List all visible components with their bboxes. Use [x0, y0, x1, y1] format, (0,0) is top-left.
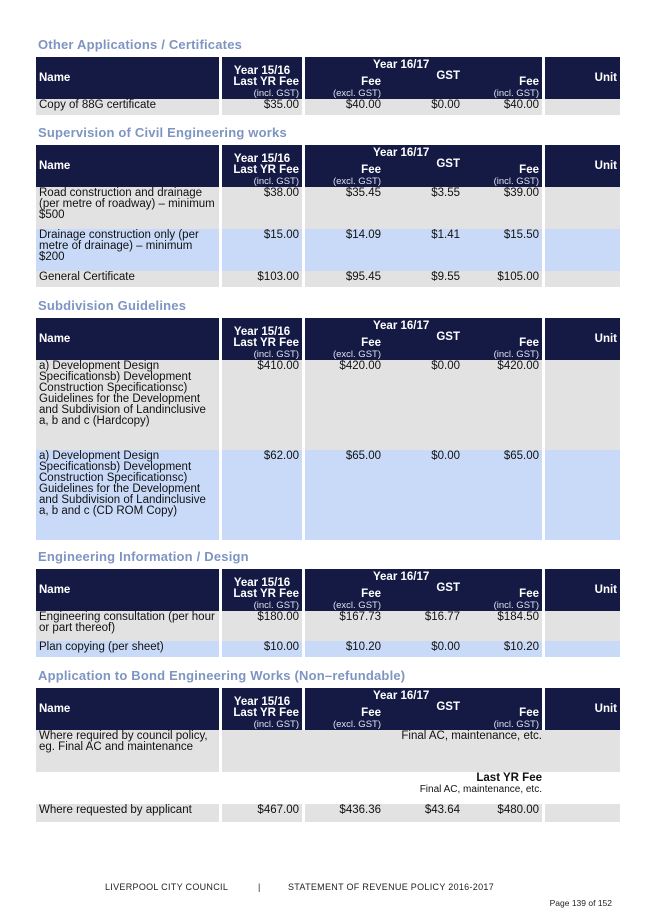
table-row: [36, 271, 620, 287]
header-fee-incl: Fee (incl. GST): [463, 57, 542, 99]
header-name: Name: [36, 318, 219, 360]
row-fee-excl: $10.20: [305, 641, 384, 657]
row-name: Engineering consultation (per hour or part thereof): [36, 611, 219, 641]
header-fee-incl: Fee (incl. GST): [463, 145, 542, 187]
row-fee-excl: $95.45: [305, 271, 384, 287]
row-fee-incl: $65.00: [463, 450, 542, 540]
header-fee-excl: Fee (excl. GST): [305, 688, 384, 730]
row-name: Where requested by applicant: [36, 804, 219, 822]
row-fee-excl: $420.00: [305, 360, 384, 450]
row-unit: [545, 641, 620, 657]
row-last-yr-fee: $35.00: [222, 99, 302, 115]
row-gst: $16.77: [384, 611, 463, 641]
header-fee-incl: Fee (incl. GST): [463, 569, 542, 611]
table-header-row: [36, 318, 620, 360]
row-unit: [545, 229, 620, 271]
row-name: Plan copying (per sheet): [36, 641, 219, 657]
row-fee-note-block: [222, 772, 545, 800]
footer-council: LIVERPOOL CITY COUNCIL: [105, 882, 229, 892]
row-unit: [545, 187, 620, 229]
section-title-supervision: Supervision of Civil Engineering works: [38, 125, 287, 140]
note-subtitle: Final AC, maintenance, etc.: [419, 784, 542, 795]
row-gst: $1.41: [384, 229, 463, 271]
row-gst: $3.55: [384, 187, 463, 229]
note-title: Last YR Fee: [476, 772, 542, 784]
header-gst: Year 16/17 GST: [384, 57, 463, 99]
header-last-yr-fee: Year 15/16 Last YR Fee (incl. GST): [222, 145, 302, 187]
row-last-yr-fee: $103.00: [222, 271, 302, 287]
header-last-yr-fee: Year 15/16 Last YR Fee (incl. GST): [222, 318, 302, 360]
header-last-yr-fee: Year 15/16 Last YR Fee (incl. GST): [222, 688, 302, 730]
row-gst: $0.00: [384, 99, 463, 115]
row-last-yr-fee: $410.00: [222, 360, 302, 450]
row-gst: $43.64: [384, 804, 463, 822]
header-fee-excl: Fee (excl. GST): [305, 145, 384, 187]
row-fee-incl: $10.20: [463, 641, 542, 657]
header-fee-incl: Fee (incl. GST): [463, 688, 542, 730]
header-name: Name: [36, 145, 219, 187]
row-unit: [545, 271, 620, 287]
row-fee-excl: $436.36: [305, 804, 384, 822]
row-fee-incl: $420.00: [463, 360, 542, 450]
header-gst: Year 16/17 GST: [384, 318, 463, 360]
footer-policy-title: STATEMENT OF REVENUE POLICY 2016-2017: [288, 882, 495, 892]
row-last-yr-fee: $38.00: [222, 187, 302, 229]
row-last-yr-fee: $62.00: [222, 450, 302, 540]
section-title-bond-engineering: Application to Bond Engineering Works (Non–refundable): [38, 668, 406, 683]
header-unit: Unit: [545, 688, 620, 730]
header-unit: Unit: [545, 569, 620, 611]
table-row: [36, 641, 620, 657]
row-unit: [545, 730, 620, 772]
row-gst: $9.55: [384, 271, 463, 287]
row-fee-excl: $40.00: [305, 99, 384, 115]
fee-table-other-applications: [36, 57, 620, 115]
row-fee-excl: $35.45: [305, 187, 384, 229]
fee-table-subdivision: [36, 318, 620, 540]
row-unit: [545, 611, 620, 641]
row-fee-excl: $167.73: [305, 611, 384, 641]
header-unit: Unit: [545, 145, 620, 187]
header-name: Name: [36, 57, 219, 99]
table-row: [36, 611, 620, 641]
row-fee-excl: $14.09: [305, 229, 384, 271]
row-gst: $0.00: [384, 450, 463, 540]
table-header-row: [36, 145, 620, 187]
row-unit: [545, 360, 620, 450]
fee-table-bond-engineering: [36, 688, 620, 822]
table-header-row: [36, 569, 620, 611]
section-title-subdivision: Subdivision Guidelines: [38, 298, 187, 313]
row-last-yr-fee: $15.00: [222, 229, 302, 271]
row-name: Where required by council policy, eg. Final AC and maintenance: [36, 730, 219, 772]
row-fee-excl: $65.00: [305, 450, 384, 540]
page-number: Page 139 of 152: [549, 898, 612, 908]
row-name: a) Development Design Specificationsb) Development Construction Specificationsc) Guidelines for the Development and Subdivision of Landinclusive a, b and c (CD ROM Copy): [36, 450, 219, 540]
row-unit: [545, 450, 620, 540]
row-name: Road construction and drainage (per metre of roadway) – minimum $500: [36, 187, 219, 229]
table-row: [36, 804, 620, 822]
table-row: [36, 360, 620, 450]
header-fee-excl: Fee (excl. GST): [305, 318, 384, 360]
header-name: Name: [36, 569, 219, 611]
header-last-yr-fee: Year 15/16 Last YR Fee (incl. GST): [222, 57, 302, 99]
table-row: [36, 229, 620, 271]
fee-table-supervision: [36, 145, 620, 287]
header-gst: Year 16/17 GST: [384, 145, 463, 187]
fee-table-engineering-information: [36, 569, 620, 657]
table-row: [36, 450, 620, 540]
row-last-yr-fee: $10.00: [222, 641, 302, 657]
row-name: Copy of 88G certificate: [36, 99, 219, 115]
row-fee-incl: $15.50: [463, 229, 542, 271]
row-fee-incl: $184.50: [463, 611, 542, 641]
header-gst: Year 16/17 GST: [384, 688, 463, 730]
row-name: a) Development Design Specificationsb) Development Construction Specificationsc) Guidelines for the Development and Subdivision of Landinclusive a, b and c (Hardcopy): [36, 360, 219, 450]
header-fee-excl: Fee (excl. GST): [305, 57, 384, 99]
row-gst: $0.00: [384, 641, 463, 657]
row-name: Drainage construction only (per metre of drainage) – minimum $200: [36, 229, 219, 271]
row-fee-incl: $40.00: [463, 99, 542, 115]
table-row: [36, 187, 620, 229]
row-unit: [545, 804, 620, 822]
row-fee-incl: $480.00: [463, 804, 542, 822]
row-unit: [545, 99, 620, 115]
table-row: [36, 730, 620, 772]
header-unit: Unit: [545, 57, 620, 99]
row-last-yr-fee: $467.00: [222, 804, 302, 822]
footer-separator: |: [258, 882, 261, 892]
row-fee-note: Final AC, maintenance, etc.: [222, 730, 545, 772]
section-title-engineering-information: Engineering Information / Design: [38, 549, 249, 564]
section-title-other-applications: Other Applications / Certificates: [38, 37, 243, 52]
row-fee-incl: $105.00: [463, 271, 542, 287]
table-header-row: [36, 688, 620, 730]
table-row: [36, 99, 620, 115]
row-gst: $0.00: [384, 360, 463, 450]
header-gst: Year 16/17 GST: [384, 569, 463, 611]
row-fee-incl: $39.00: [463, 187, 542, 229]
row-name: General Certificate: [36, 271, 219, 287]
header-fee-excl: Fee (excl. GST): [305, 569, 384, 611]
header-unit: Unit: [545, 318, 620, 360]
table-row: [36, 772, 620, 800]
header-last-yr-fee: Year 15/16 Last YR Fee (incl. GST): [222, 569, 302, 611]
header-fee-incl: Fee (incl. GST): [463, 318, 542, 360]
row-last-yr-fee: $180.00: [222, 611, 302, 641]
header-name: Name: [36, 688, 219, 730]
table-header-row: [36, 57, 620, 99]
